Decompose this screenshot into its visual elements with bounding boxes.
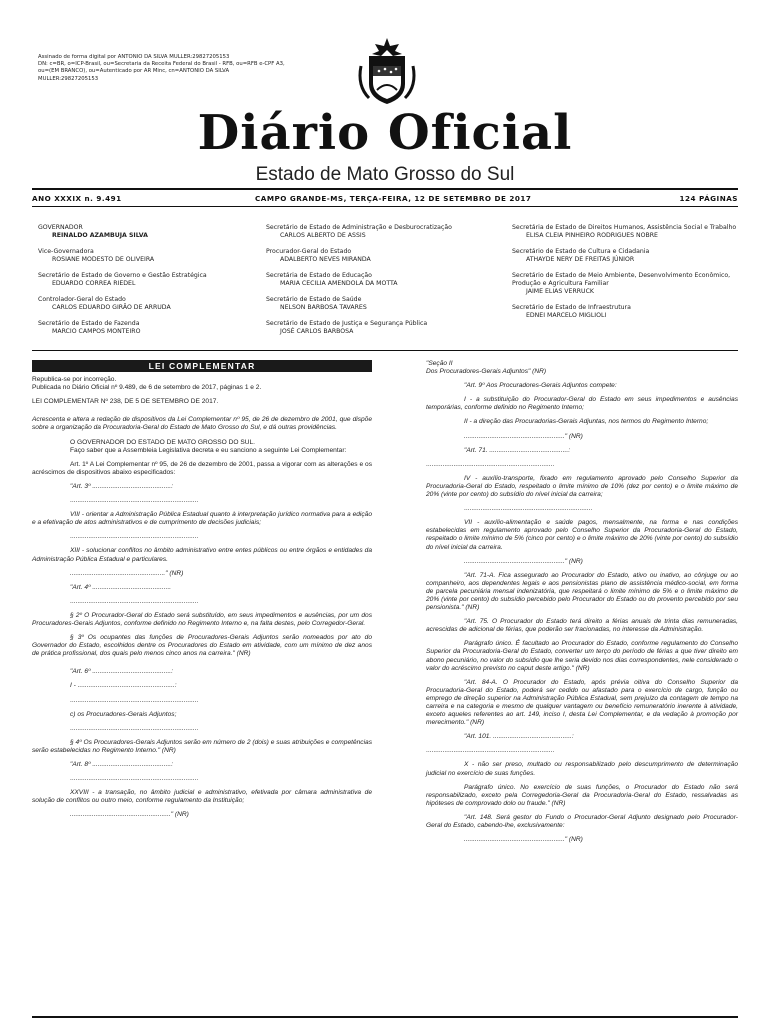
- item-i: I - .....................................................:: [70, 682, 177, 690]
- article-9: "Art. 9º Aos Procuradores-Gerais Adjuntos compete:: [464, 382, 617, 390]
- directory-role: Secretária de Estado de Direitos Humanos, Assistência Social e Trabalho: [512, 224, 737, 231]
- directory-column-1: [38, 224, 253, 344]
- item-viii: VIII - orientar a Administração Pública Estadual quanto à interpretação jurídico normativa para a edição e a efetivação de atos administrativos e de cumprimento de decisões judiciais;: [32, 511, 372, 527]
- coat-of-arms-icon: [355, 36, 419, 106]
- article-101: "Art. 101. ...........................................:: [464, 733, 574, 741]
- directory-entry: [512, 224, 738, 240]
- item-xiii: XIII - solucionar conflitos no âmbito administrativo entre entes públicos ou entre órgãos e entidades da Administração Pública Estadual e particulares.: [32, 547, 372, 563]
- sole-paragraph: Parágrafo único. É facultado ao Procurador do Estado, conforme regulamento do Conselho Superior da Procuradoria-Geral do Estado, converter um terço do período de férias a que tiver direito em abono pecuniário, no valor do subsídio que lhe seria devido nos dias correspondentes, nele considerado o valor do acréscimo previsto no caput deste artigo." (NR): [426, 640, 738, 672]
- nr-line: ......................................................." (NR): [464, 432, 583, 440]
- article-71a: "Art. 71-A. Fica assegurado ao Procurador do Estado, ativo ou inativo, ao cônjuge ou ao companheiro, aos dependentes legais e aos pensionistas plano de assistência médico-social, em forma de parcela pecuniária mensal indenizatória, que respeitará o limite mínimo de 5% e o limite máximo de 20% (vinte por cento) do subsídio percebido pelo Procurador do Estado ou do provento percebido por seu pensionista." (NR): [426, 571, 738, 612]
- top-rule: [32, 188, 738, 190]
- directory-entry: [512, 304, 738, 320]
- directory-entry: [266, 248, 501, 264]
- directory-name: EDUARDO CORREA RIEDEL: [52, 280, 136, 287]
- directory-entry: [38, 272, 253, 288]
- item-iv: IV - auxílio-transporte, fixado em regulamento aprovado pelo Conselho Superior da Procuradoria-Geral do Estado, respeitado o limite mínimo de 10% (dez por cento) e o limite máximo de 20% (vinte por cento) do subsídio do nível inicial da carreira;: [426, 474, 738, 499]
- signature-line: DN: c=BR, o=ICP-Brasil, ou=Secretaria da Receita Federal do Brasil - RFB, ou=RFB e-CPF A3,: [38, 61, 285, 68]
- directory-name: ROSIANE MODESTO DE OLIVEIRA: [52, 256, 155, 263]
- nr-line: ......................................................." (NR): [464, 557, 583, 565]
- directory-entry: [266, 320, 501, 336]
- republication-note: Republica-se por incorreção.: [32, 376, 117, 384]
- ellipsis-line: ......................................................................: [464, 505, 593, 513]
- ellipsis-line: ......................................................................: [70, 696, 199, 704]
- paragraph-2: § 2º O Procurador-Geral do Estado será substituído, em seus impedimentos e ausências, por um dos Procuradores-Gerais Adjuntos, conforme definido no Regimento Interno e, na falta destes, pelo Corregedor-Geral.: [32, 611, 372, 627]
- law-summary: Acrescenta e altera a redação de dispositivos da Lei Complementar nº 95, de 26 de dezembro de 2001, que dispõe sobre a organização da Procuradoria-Geral do Estado de Mato Grosso do Sul, e dá outras providências.: [32, 416, 372, 432]
- item-vii: VII - auxílio-alimentação e saúde pagos, mensalmente, na forma e nas condições estabelecidas em regulamento aprovado pelo Conselho Superior da Procuradoria-Geral do Estado, respeitado o limite mínimo de 5% (cinco por cento) e o limite máximo de 20% (vinte por cento) do subsídio do nível inicial da carreira.: [426, 519, 738, 551]
- ellipsis-line: ......................................................................: [426, 460, 555, 468]
- ellipsis-line: ......................................................................: [70, 597, 199, 605]
- right-column: [426, 360, 738, 850]
- nr-line: ......................................................." (NR): [464, 836, 583, 844]
- bar-rule: [32, 206, 738, 207]
- article-8: "Art. 8º ...........................................:: [70, 761, 173, 768]
- directory-role: Vice-Governadora: [38, 248, 94, 255]
- ellipsis-line: ......................................................................: [70, 497, 199, 505]
- directory-role: Secretário de Estado de Infraestrutura: [512, 304, 631, 311]
- section-title: Dos Procuradores-Gerais Adjuntos" (NR): [426, 368, 547, 376]
- directory-name: CARLOS ALBERTO DE ASSIS: [280, 232, 366, 239]
- article-75: "Art. 75. O Procurador do Estado terá direito a férias anuais de trinta dias remuneradas, acrescidas de adicional de férias, que poderão ser fracionadas, no interesse da Administração.: [426, 618, 738, 634]
- directory-role: Procurador-Geral do Estado: [266, 248, 352, 255]
- digital-signature-block: [38, 54, 328, 83]
- directory-name: ELISA CLEIA PINHEIRO RODRIGUES NOBRE: [526, 232, 658, 239]
- item-c: c) os Procuradores-Gerais Adjuntos;: [70, 710, 177, 718]
- directory-entry: [38, 320, 253, 336]
- article-1: Art. 1º A Lei Complementar nº 95, de 26 de dezembro de 2001, passa a vigorar com as alterações e os acréscimos de dispositivos abaixo especificados:: [32, 460, 372, 476]
- signature-line: MULLER:29827205153: [38, 75, 99, 82]
- ellipsis-line: ......................................................................: [426, 747, 555, 755]
- article-148: "Art. 148. Será gestor do Fundo o Procurador-Geral Adjunto designado pelo Procurador-Geral do Estado, cabendo-lhe, exclusivamente:: [426, 813, 738, 830]
- directory-entry: [38, 296, 253, 312]
- item-ii: II - a direção das Procuradorias-Gerais Adjuntas, nos termos do Regimento Interno;: [464, 418, 709, 426]
- nr-line: ......................................................." (NR): [70, 811, 189, 819]
- directory-entry: [266, 272, 501, 288]
- directory-name: REINALDO AZAMBUJA SILVA: [52, 232, 148, 239]
- article-84a: "Art. 84-A. O Procurador do Estado, após prévia oitiva do Conselho Superior da Procuradoria-Geral do Estado, poderá ser cedido ou afastado para o exercício de cargo, função ou emprego de direção superior na Administração Pública Estadual, sem prejuízo da contagem de tempo na carreira e na categoria e mesmo de qualquer vantagem ou benefício remuneratório inerente à atividade, exceto aqueles referentes ao art. 149, inciso I, desta Lei Complementar, e da vedação à promoção por merecimento." (NR): [426, 678, 738, 727]
- directory-role: Secretário de Estado de Governo e Gestão Estratégica: [38, 272, 207, 279]
- directory-role: Controlador-Geral do Estado: [38, 296, 126, 303]
- signature-line: ou=(EM BRANCO), ou=Autenticado por AR Minc, cn=ANTONIO DA SILVA: [38, 68, 230, 75]
- ellipsis-line: ......................................................................: [70, 775, 199, 783]
- directory-role: Secretário de Estado de Fazenda: [38, 320, 140, 327]
- section-number: "Seção II: [426, 360, 453, 367]
- directory-name: JOSÉ CARLOS BARBOSA: [280, 328, 354, 335]
- directory-name: NELSON BARBOSA TAVARES: [280, 304, 367, 311]
- directory-role: Secretário de Estado de Justiça e Segurança Pública: [266, 320, 428, 327]
- bottom-rule: [32, 1016, 738, 1018]
- law-title: LEI COMPLEMENTAR Nº 238, DE 5 DE SETEMBRO DE 2017.: [32, 398, 219, 406]
- directory-role: GOVERNADOR: [38, 224, 83, 231]
- directory-name: ADALBERTO NEVES MIRANDA: [280, 256, 371, 263]
- section-header: LEI COMPLEMENTAR: [32, 360, 372, 372]
- directory-entry: [512, 248, 738, 264]
- directory-role: Secretária de Estado de Educação: [266, 272, 372, 279]
- directory-column-3: [512, 224, 738, 328]
- directory-role: Secretário de Estado de Saúde: [266, 296, 362, 303]
- paragraph-4: § 4º Os Procuradores-Gerais Adjuntos serão em número de 2 (dois) e suas atribuições e competências serão estabelecidas no Regimento Interno." (NR): [32, 738, 372, 754]
- directory-name: MARIA CECILIA AMENDOLA DA MOTTA: [280, 280, 398, 287]
- governor-line: O GOVERNADOR DO ESTADO DE MATO GROSSO DO SUL.: [70, 438, 256, 446]
- newspaper-title: Diário Oficial: [197, 105, 573, 161]
- sole-paragraph: Parágrafo único. No exercício de suas funções, o Procurador do Estado não será responsabilizado, exceto pela Corregedoria-Geral da Procuradoria-Geral do Estado, ressalvadas as hipóteses de comprovado dolo ou fraude." (NR): [426, 783, 738, 807]
- directory-role: Secretário de Estado de Meio Ambiente, Desenvolvimento Econômico, Produção e Agricultura Familiar: [512, 272, 731, 287]
- directory-name: CARLOS EDUARDO GIRÃO DE ARRUDA: [52, 304, 171, 311]
- directory-column-2: [266, 224, 501, 344]
- item-xxviii: XXVIII - a transação, no âmbito judicial e administrativo, efetivada por câmara administrativa de solução de conflitos ou outro meio, conforme regulamento da Instituição;: [32, 789, 372, 805]
- publication-note: Publicada no Diário Oficial nº 9.489, de 6 de setembro de 2017, páginas 1 e 2.: [32, 384, 262, 392]
- directory-role: Secretário de Estado de Cultura e Cidadania: [512, 248, 650, 255]
- directory-name: EDNEI MARCELO MIGLIOLI: [526, 312, 607, 319]
- newspaper-subtitle: Estado de Mato Grosso do Sul: [255, 164, 515, 185]
- directory-entry: [266, 296, 501, 312]
- ellipsis-line: ......................................................................: [70, 724, 199, 732]
- article-4: "Art. 4º ...........................................: [70, 583, 172, 591]
- directory-name: ATHAYDE NERY DE FREITAS JÚNIOR: [526, 256, 635, 263]
- directory-rule: [32, 350, 738, 351]
- directory-entry: [512, 272, 738, 296]
- ellipsis-line: ......................................................................: [70, 533, 199, 541]
- directory-entry: [38, 248, 253, 264]
- directory-name: MARCIO CAMPOS MONTEIRO: [52, 328, 141, 335]
- article-3: "Art. 3º ...........................................:: [70, 482, 173, 490]
- directory-role: Secretário de Estado de Administração e Desburocratização: [266, 224, 452, 231]
- article-6: "Art. 6º ...........................................:: [70, 668, 173, 676]
- enactment-clause: Faço saber que a Assembleia Legislativa decreta e eu sanciono a seguinte Lei Complementar:: [70, 446, 347, 454]
- directory-name: JAIME ELIAS VERRUCK: [526, 288, 594, 295]
- paragraph-3: § 3º Os ocupantes das funções de Procuradores-Gerais Adjuntos serão nomeados por ato do Governador do Estado, escolhidos dentre os Procuradores do Estado em atividade, com um mínimo de dez anos de prática profissional, dos quais pelo menos cinco anos na carreira." (NR): [32, 634, 372, 658]
- directory-entry: [266, 224, 501, 240]
- item-i: I - a substituição do Procurador-Geral do Estado em seus impedimentos e ausências temporárias, conforme definido no Regimento Interno;: [426, 396, 738, 412]
- page-count: 124 PÁGINAS: [679, 194, 738, 203]
- edition-number: ANO XXXIX n. 9.491: [32, 194, 122, 203]
- directory-entry: [38, 224, 253, 240]
- left-column: [32, 360, 372, 825]
- place-date: CAMPO GRANDE-MS, TERÇA-FEIRA, 12 DE SETEMBRO DE 2017: [255, 194, 532, 203]
- signature-line: Assinado de forma digital por ANTONIO DA SILVA MULLER:29827205153: [38, 54, 230, 60]
- article-71: "Art. 71. ...........................................:: [464, 446, 571, 454]
- nr-line: ...................................................." (NR): [70, 569, 184, 577]
- item-x: X - não ser preso, multado ou responsabilizado pelo descumprimento de determinação judicial no exercício de suas funções.: [426, 761, 738, 777]
